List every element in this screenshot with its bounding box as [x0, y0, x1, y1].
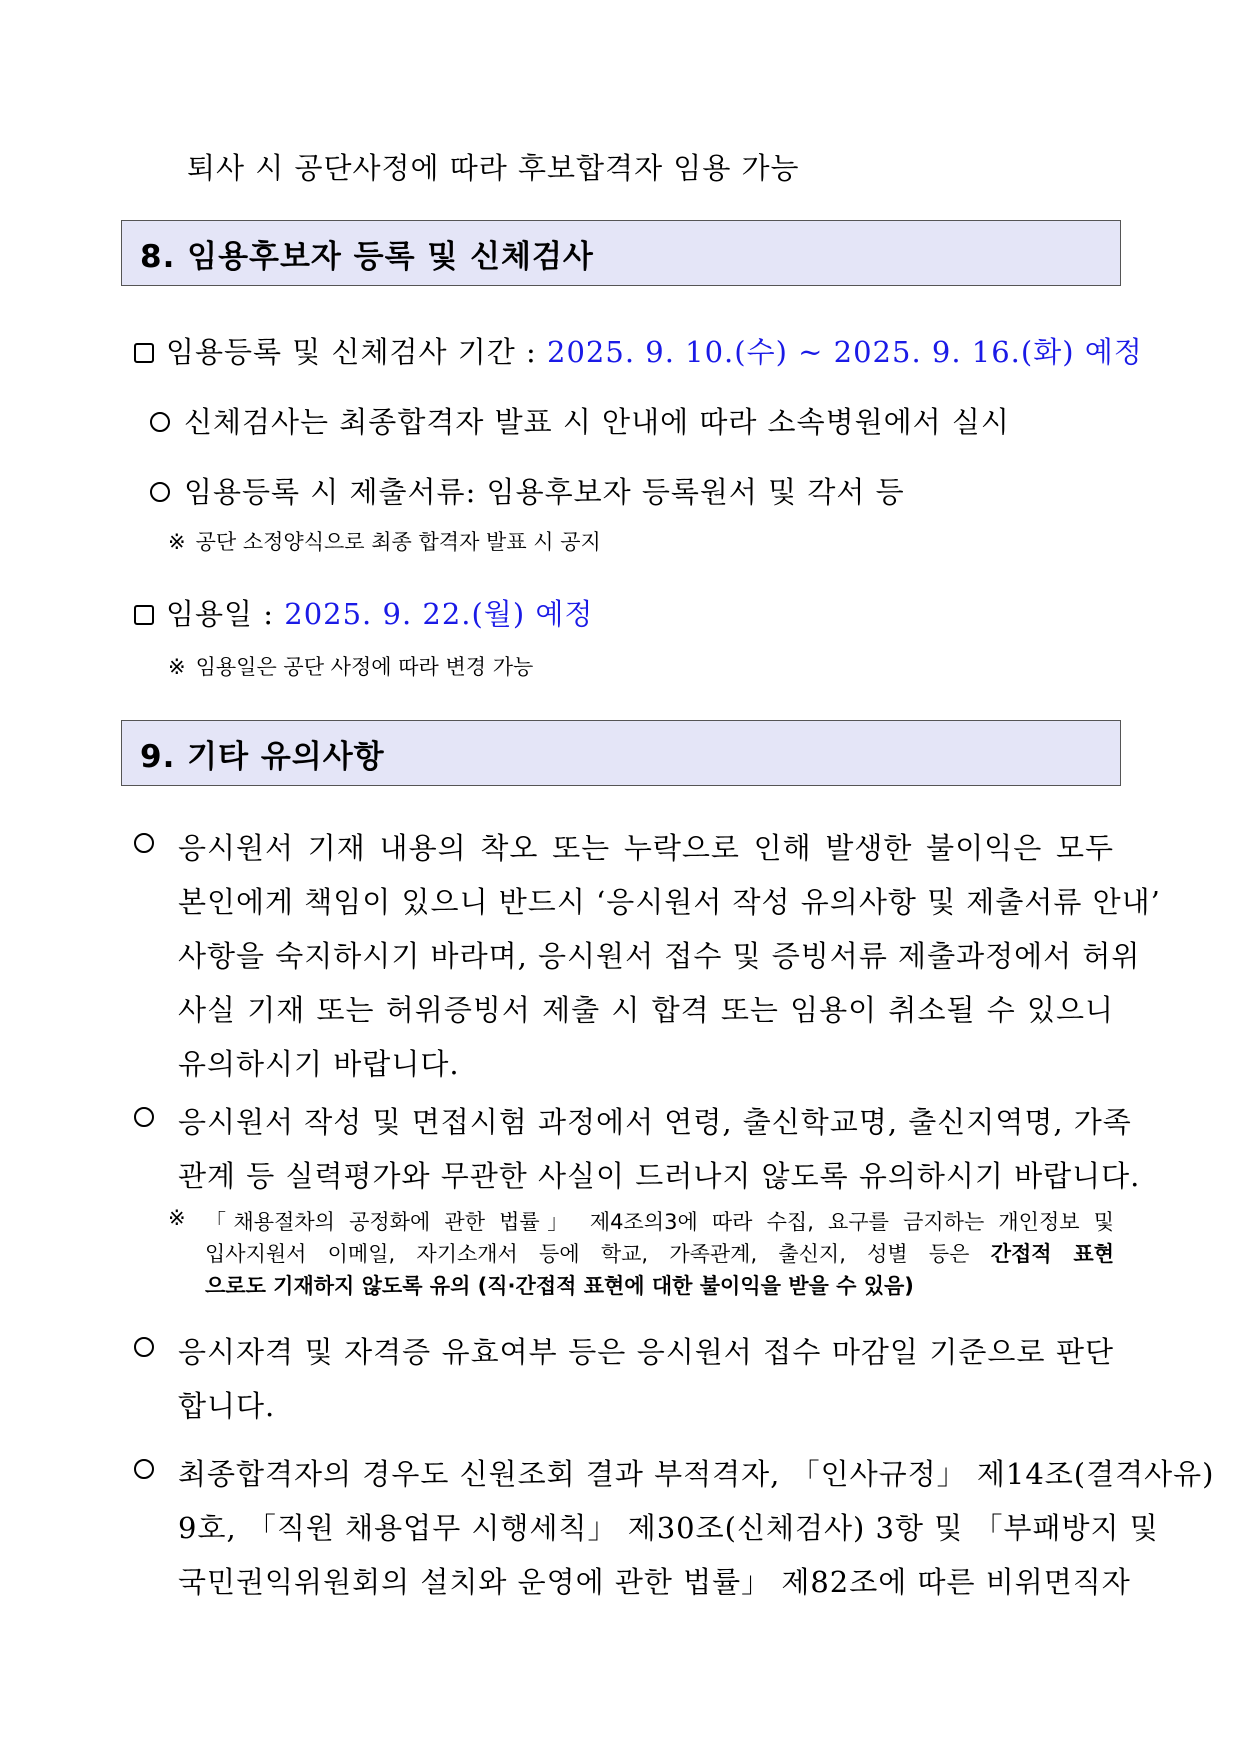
checkbox-square-icon	[134, 605, 154, 625]
note-privacy-line-1: 「채용절차의 공정화에 관한 법률」 제4조의3에 따라 수집, 요구를 금지하는 개인정보 및	[205, 1210, 1114, 1234]
p1-line-2: 본인에게 책임이 있으니 반드시 ‘응시원서 작성 유의사항 및 제출서류 안내’	[178, 885, 1161, 919]
section-8-title: 8. 임용후보자 등록 및 신체검사	[140, 238, 594, 275]
note-appointment-text: 임용일은 공단 사정에 따라 변경 가능	[195, 655, 534, 679]
checkbox-square-icon	[134, 343, 154, 363]
note-mark: ※	[168, 530, 186, 554]
section-8-heading	[121, 220, 1121, 286]
p4-bullet	[134, 1452, 168, 1486]
circle-bullet-icon	[134, 1337, 154, 1357]
p4-line-2: 9호, 「직원 채용업무 시행세칙」 제30조(신체검사) 3항 및 「부패방지 및	[178, 1511, 1159, 1545]
period-label: 임용등록 및 신체검사 기간 :	[166, 335, 537, 369]
appointment-label: 임용일 :	[166, 597, 275, 631]
note-privacy-line-2-plain: 입사지원서 이메일, 자기소개서 등에 학교, 가족관계, 출신지, 성별 등은	[205, 1242, 970, 1266]
circle-bullet-icon	[134, 833, 154, 853]
p2-line-1: 응시원서 작성 및 면접시험 과정에서 연령, 출신학교명, 출신지역명, 가족	[178, 1105, 1132, 1139]
note-privacy-line-3: 으로도 기재하지 않도록 유의 (직·간접적 표현에 대한 불이익을 받을 수 있음)	[205, 1274, 914, 1298]
p4-line-3: 국민권익위원회의 설치와 운영에 관한 법률」 제82조에 따른 비위면직자	[178, 1565, 1131, 1599]
appointment-value: 2025. 9. 22.(월) 예정	[284, 597, 594, 631]
note-appointment	[168, 651, 533, 681]
p1-line-4: 사실 기재 또는 허위증빙서 제출 시 합격 또는 임용이 취소될 수 있으니	[178, 993, 1114, 1027]
p4-line-1: 최종합격자의 경우도 신원조회 결과 부적격자, 「인사규정」 제14조(결격사유)	[178, 1457, 1215, 1491]
bullet-documents-text: 임용등록 시 제출서류: 임용후보자 등록원서 및 각서 등	[184, 475, 905, 509]
p3-line-1: 응시자격 및 자격증 유효여부 등은 응시원서 접수 마감일 기준으로 판단	[178, 1335, 1114, 1369]
note-form-text: 공단 소정양식으로 최종 합격자 발표 시 공지	[195, 530, 601, 554]
p1-line-5: 유의하시기 바랍니다.	[178, 1047, 460, 1081]
circle-bullet-icon	[150, 412, 170, 432]
note-form	[168, 526, 601, 556]
note-mark: ※	[168, 1206, 186, 1230]
note-privacy-line-2	[205, 1238, 1114, 1268]
period-value: 2025. 9. 10.(수) ~ 2025. 9. 16.(화) 예정	[547, 335, 1143, 369]
appointment-line	[134, 592, 593, 633]
p2-line-2: 관계 등 실력평가와 무관한 사실이 드러나지 않도록 유의하시기 바랍니다.	[178, 1159, 1141, 1193]
bullet-health-check	[150, 400, 1010, 441]
p3-line-2: 합니다.	[178, 1389, 276, 1423]
section-9-title: 9. 기타 유의사항	[140, 738, 385, 775]
p1-line-1: 응시원서 기재 내용의 착오 또는 누락으로 인해 발생한 불이익은 모두	[178, 831, 1114, 865]
bullet-health-check-text: 신체검사는 최종합격자 발표 시 안내에 따라 소속병원에서 실시	[184, 405, 1010, 439]
circle-bullet-icon	[134, 1459, 154, 1479]
p2-bullet	[134, 1100, 168, 1134]
circle-bullet-icon	[134, 1107, 154, 1127]
circle-bullet-icon	[150, 482, 170, 502]
note-privacy-line-2-bold: 간접적 표현	[990, 1242, 1115, 1266]
note-mark: ※	[168, 655, 186, 679]
p3-bullet	[134, 1330, 168, 1364]
section-9-heading	[121, 720, 1121, 786]
bullet-documents	[150, 470, 905, 511]
period-line	[134, 330, 1143, 371]
continuation-line: 퇴사 시 공단사정에 따라 후보합격자 임용 가능	[187, 151, 800, 185]
p1-bullet	[134, 826, 168, 860]
p1-line-3: 사항을 숙지하시기 바라며, 응시원서 접수 및 증빙서류 제출과정에서 허위	[178, 939, 1141, 973]
note-privacy-mark	[168, 1206, 196, 1230]
